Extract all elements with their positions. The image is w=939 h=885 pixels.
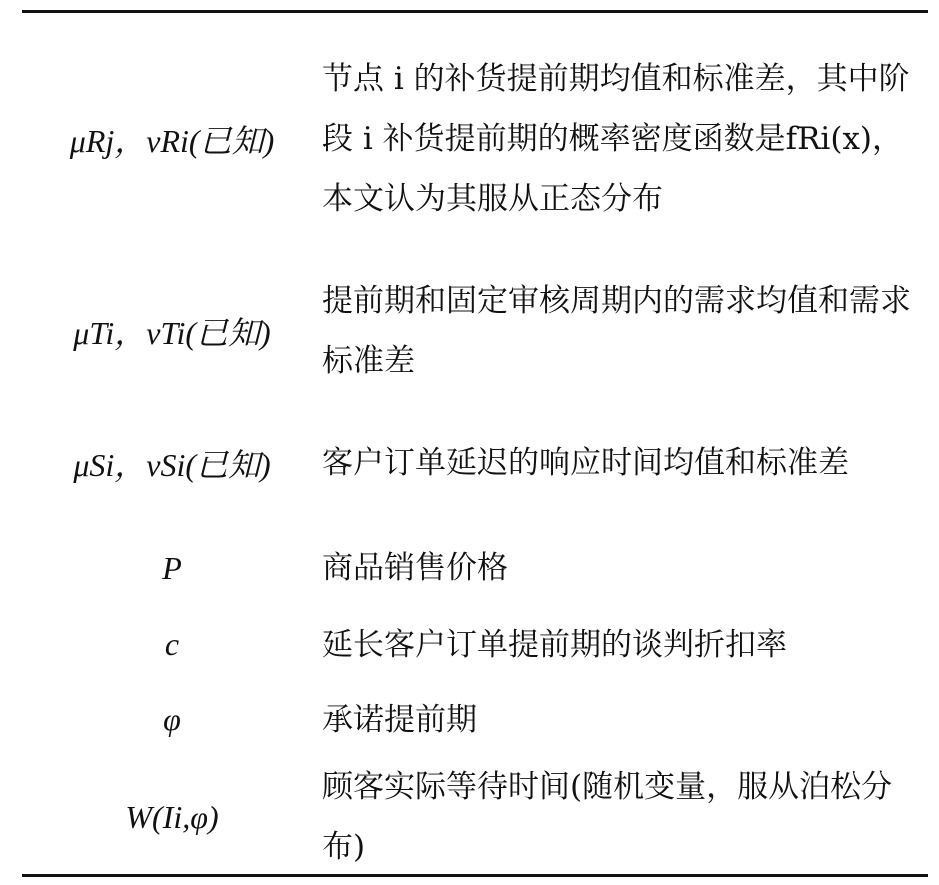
symbol-cell: φ bbox=[163, 701, 181, 737]
table-row bbox=[22, 529, 928, 607]
symbol-cell: μSi，vSi(已知) bbox=[73, 447, 271, 483]
description-cell: 延长客户订单提前期的谈判折扣率 bbox=[322, 626, 787, 663]
description-cell: 承诺提前期 bbox=[322, 701, 477, 738]
table-row bbox=[22, 397, 928, 529]
table-row bbox=[22, 607, 928, 682]
parameter-table bbox=[22, 13, 928, 877]
symbol-cell: P bbox=[162, 549, 182, 586]
table-row bbox=[22, 682, 928, 757]
symbol-cell: μRj，vRi(已知) bbox=[69, 123, 275, 159]
description-cell: 商品销售价格 bbox=[322, 550, 508, 586]
description-cell: 客户订单延迟的响应时间均值和标准差 bbox=[322, 445, 849, 481]
table-row bbox=[22, 13, 928, 265]
table-row bbox=[22, 265, 928, 397]
description-cell: 节点 i 的补货提前期均值和标准差，其中阶段 i 补货提前期的概率密度函数是fRi(x)，本文认为其服从正态分布 bbox=[322, 61, 910, 217]
symbol-cell: c bbox=[164, 626, 180, 662]
description-cell: 顾客实际等待时间(随机变量，服从泊松分布) bbox=[322, 769, 893, 865]
table-row bbox=[22, 757, 928, 877]
symbol-cell: W(Ii,φ) bbox=[125, 798, 219, 835]
symbol-cell: μTi，vTi(已知) bbox=[73, 315, 271, 351]
table-bottom-rule bbox=[22, 874, 928, 877]
description-cell: 提前期和固定审核周期内的需求均值和需求标准差 bbox=[322, 283, 911, 379]
